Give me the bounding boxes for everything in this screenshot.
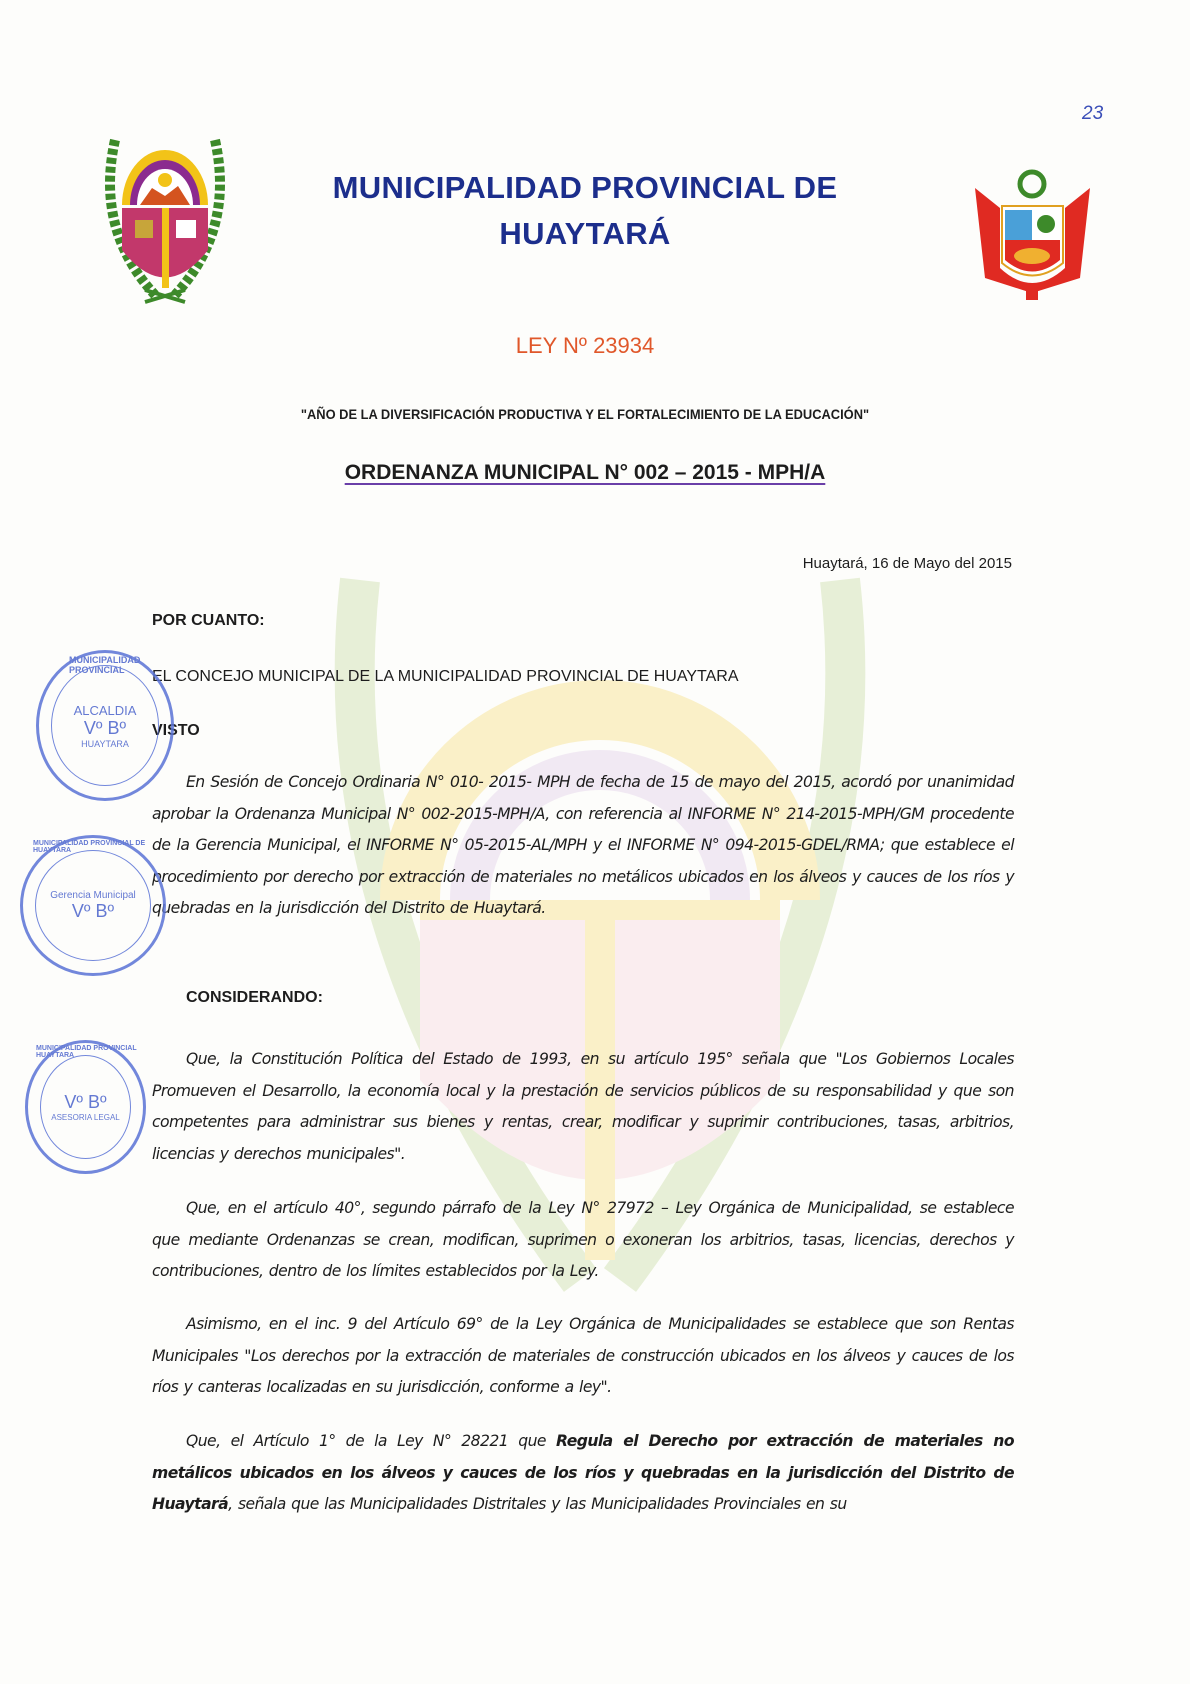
stamp-2-mark: Vº Bº	[71, 900, 115, 921]
stamp-3-top: MUNICIPALIDAD PROVINCIAL HUAYTARA	[36, 1045, 137, 1059]
municipality-title	[250, 165, 920, 257]
alcaldia-stamp	[36, 650, 174, 801]
ordinance-number: ORDENANZA MUNICIPAL N° 002 – 2015 - MPH/A	[344, 461, 826, 484]
stamp-3-bottom: ASESORIA LEGAL	[51, 1113, 120, 1122]
year-motto: "AÑO DE LA DIVERSIFICACIÓN PRODUCTIVA Y EL FORTALECIMIENTO DE LA EDUCACIÓN"	[300, 406, 870, 422]
stamp-2-top: MUNICIPALIDAD PROVINCIAL DE HUAYTARA	[33, 840, 146, 854]
document-date: Huaytará, 16 de Mayo del 2015	[802, 555, 1012, 572]
considerando-paragraph-4	[152, 1426, 1014, 1521]
por-cuanto-heading: POR CUANTO:	[152, 612, 265, 629]
handwritten-page-number: 23	[1082, 103, 1104, 124]
ordinance-title	[0, 461, 1170, 485]
title-line-2: HUAYTARÁ	[499, 216, 671, 251]
peru-coat-of-arms-logo	[970, 168, 1095, 303]
stamp-1-bottom: HUAYTARA	[81, 738, 129, 749]
paragraph-4-intro: Que, el Artículo 1° de la Ley N° 28221 que	[186, 1432, 557, 1450]
visto-heading: VISTO	[152, 722, 200, 739]
paragraph-4-bold: Regula el Derecho por extracción de materiales no metálicos ubicados en los álveos y cauces de los ríos y quebradas en la jurisdicción del Distrito de Huaytará	[152, 1432, 1014, 1513]
huaytara-coat-of-arms-logo	[100, 130, 230, 305]
stamp-1-center: ALCALDIA	[73, 702, 137, 718]
title-line-1: MUNICIPALIDAD PROVINCIAL DE	[332, 170, 838, 205]
concejo-line: EL CONCEJO MUNICIPAL DE LA MUNICIPALIDAD PROVINCIAL DE HUAYTARA	[152, 668, 739, 685]
stamp-1-top: MUNICIPALIDAD PROVINCIAL	[69, 655, 141, 675]
considerando-paragraph-3: Asimismo, en el inc. 9 del Artículo 69° de la Ley Orgánica de Municipalidades se establece que son Rentas Municipales "Los derechos por la extracción de materiales de construcción ubicados en los álveos y cauces de los ríos y canteras localizadas en su jurisdicción, conforme a ley".	[152, 1315, 1014, 1396]
paragraph-4-rest: , señala que las Municipalidades Distritales y las Municipalidades Provinciales en su	[228, 1495, 847, 1513]
stamp-2-center: Gerencia Municipal	[50, 889, 136, 901]
law-number: LEY Nº 23934	[515, 333, 655, 358]
asesoria-legal-stamp	[25, 1040, 146, 1174]
stamp-3-mark: Vº Bº	[64, 1092, 107, 1112]
gerencia-stamp	[20, 835, 166, 976]
stamp-1-mark: Vº Bº	[83, 717, 127, 738]
considerando-paragraph-1: Que, la Constitución Política del Estado de 1993, en su artículo 195° señala que "Los Gobiernos Locales Promueven el Desarrollo, la economía local y la prestación de servicios públicos de su responsabilidad y que son competentes para administrar sus bienes y rentas, crear, modificar y suprimir contribuciones, tasas, arbitrios, licencias y derechos municipales".	[152, 1050, 1014, 1163]
considerando-heading: CONSIDERANDO:	[186, 989, 323, 1006]
considerando-paragraph-2: Que, en el artículo 40°, segundo párrafo de la Ley N° 27972 – Ley Orgánica de Municipalidad, se establece que mediante Ordenanzas se crean, modifican, suprimen o exoneran los arbitrios, tasas, licencias, derechos y contribuciones, dentro de los límites establecidos por la Ley.	[152, 1199, 1014, 1280]
visto-paragraph: En Sesión de Concejo Ordinaria N° 010- 2015- MPH de fecha de 15 de mayo del 2015, acordó por unanimidad aprobar la Ordenanza Municipal N° 002-2015-MPH/A, con referencia al INFORME N° 214-2015-MPH/GM procedente de la Gerencia Municipal, el INFORME N° 05-2015-AL/MPH y el INFORME N° 094-2015-GDEL/RMA; que establece el procedimiento por derecho por extracción de materiales no metálicos ubicados en los álveos y cauces de los ríos y quebradas en la jurisdicción del Distrito de Huaytará.	[152, 773, 1014, 917]
